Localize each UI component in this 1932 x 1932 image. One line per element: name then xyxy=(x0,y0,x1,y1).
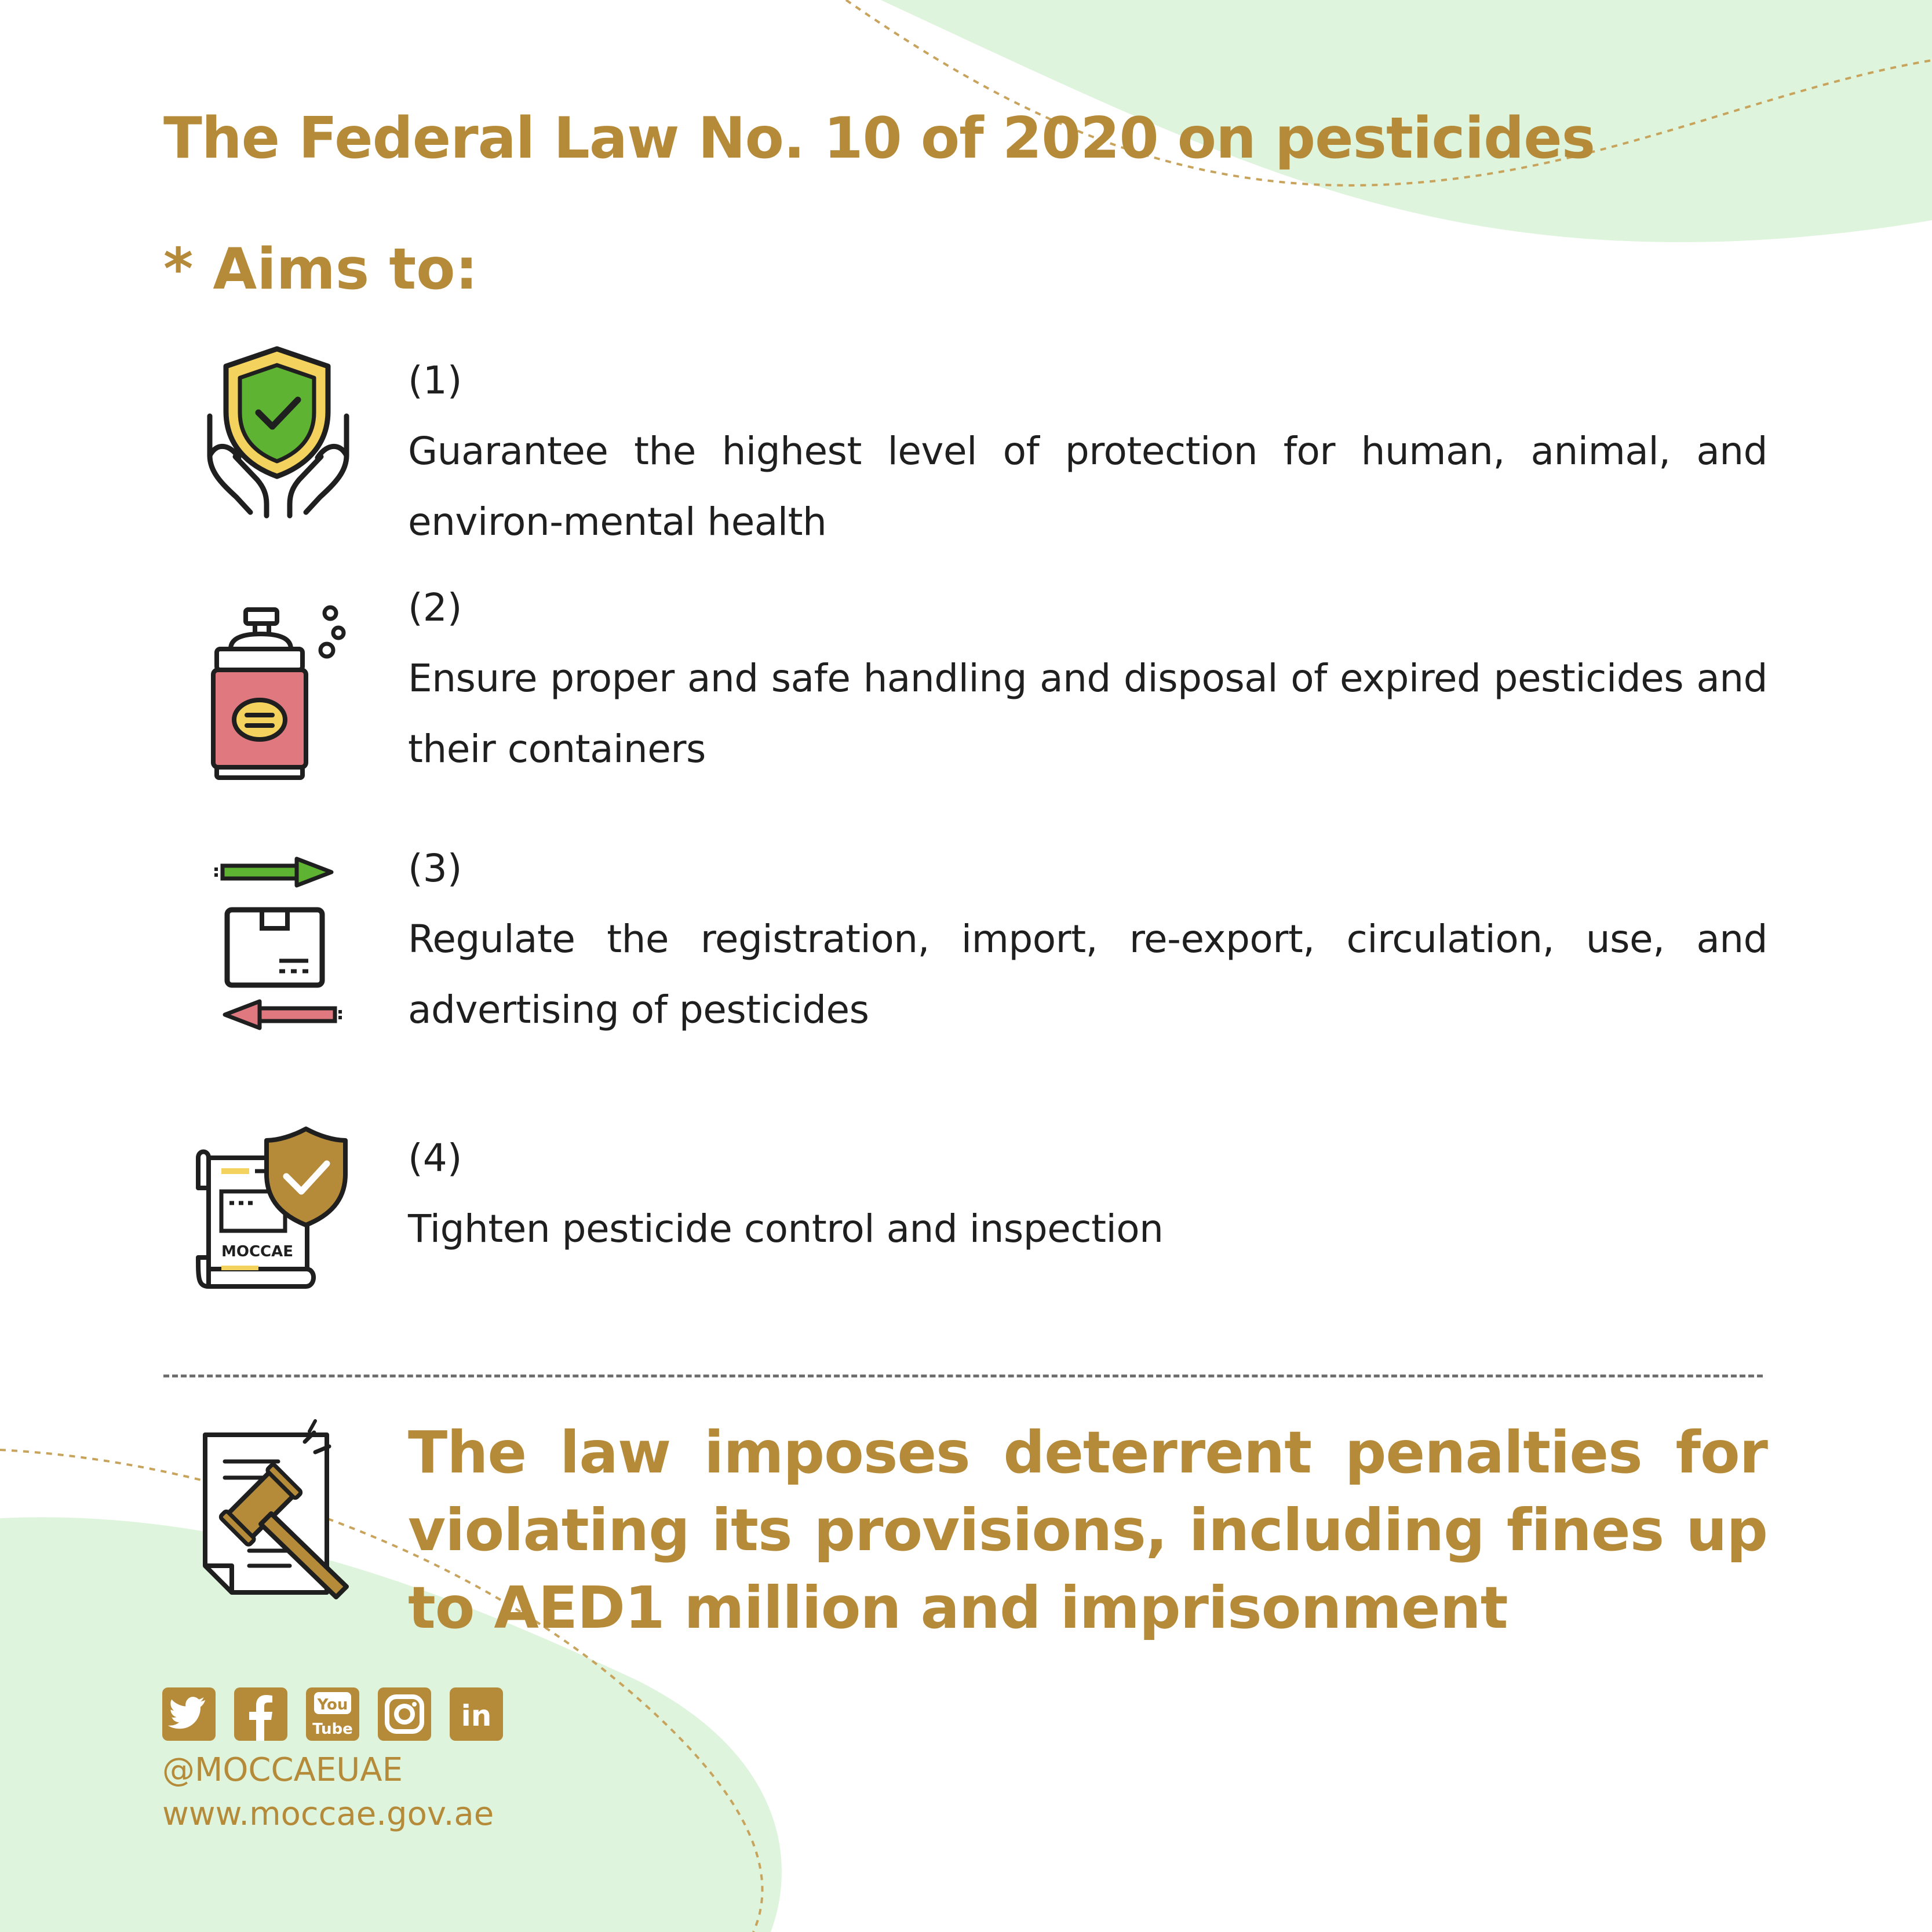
aim-number: (4) xyxy=(408,1136,462,1180)
youtube-icon[interactable] xyxy=(306,1687,359,1741)
penalty-statement: The law imposes deterrent penalties for violating its provisions, including fines up to AED1 million and imprisonment xyxy=(408,1419,1767,1642)
website-link[interactable]: www.moccae.gov.ae xyxy=(162,1795,494,1833)
aim-text: Guarantee the highest level of protection for human, animal, and environ-mental health xyxy=(408,429,1767,544)
social-links xyxy=(162,1687,503,1741)
page-title: The Federal Law No. 10 of 2020 on pesticides xyxy=(163,105,1595,172)
shield-hands-icon xyxy=(185,342,371,527)
moccae-label: MOCCAE xyxy=(221,1243,294,1260)
aim-text: Regulate the registration, import, re-export, circulation, use, and advertising of pesticides xyxy=(408,917,1767,1032)
section-divider xyxy=(163,1375,1763,1377)
aim-text: Tighten pesticide control and inspection xyxy=(408,1206,1164,1251)
twitter-icon[interactable] xyxy=(162,1687,216,1741)
aim-number: (1) xyxy=(408,358,462,403)
social-handle[interactable]: @MOCCAEUAE xyxy=(162,1751,403,1789)
box-import-export-icon xyxy=(185,846,371,1031)
youtube-label-bottom: Tube xyxy=(312,1720,353,1738)
inspection-document-icon xyxy=(185,1118,371,1304)
aim-text: Ensure proper and safe handling and disposal of expired pesticides and their containers xyxy=(408,656,1767,771)
aim-number: (2) xyxy=(408,585,462,630)
spray-can-icon xyxy=(185,597,371,782)
linkedin-icon[interactable] xyxy=(450,1687,503,1741)
aims-heading: * Aims to: xyxy=(163,236,478,302)
aim-number: (3) xyxy=(408,846,462,891)
facebook-icon[interactable] xyxy=(234,1687,287,1741)
instagram-icon[interactable] xyxy=(378,1687,431,1741)
youtube-label-top: You xyxy=(317,1696,348,1714)
gavel-document-icon xyxy=(191,1419,365,1616)
linkedin-label: in xyxy=(461,1699,492,1733)
